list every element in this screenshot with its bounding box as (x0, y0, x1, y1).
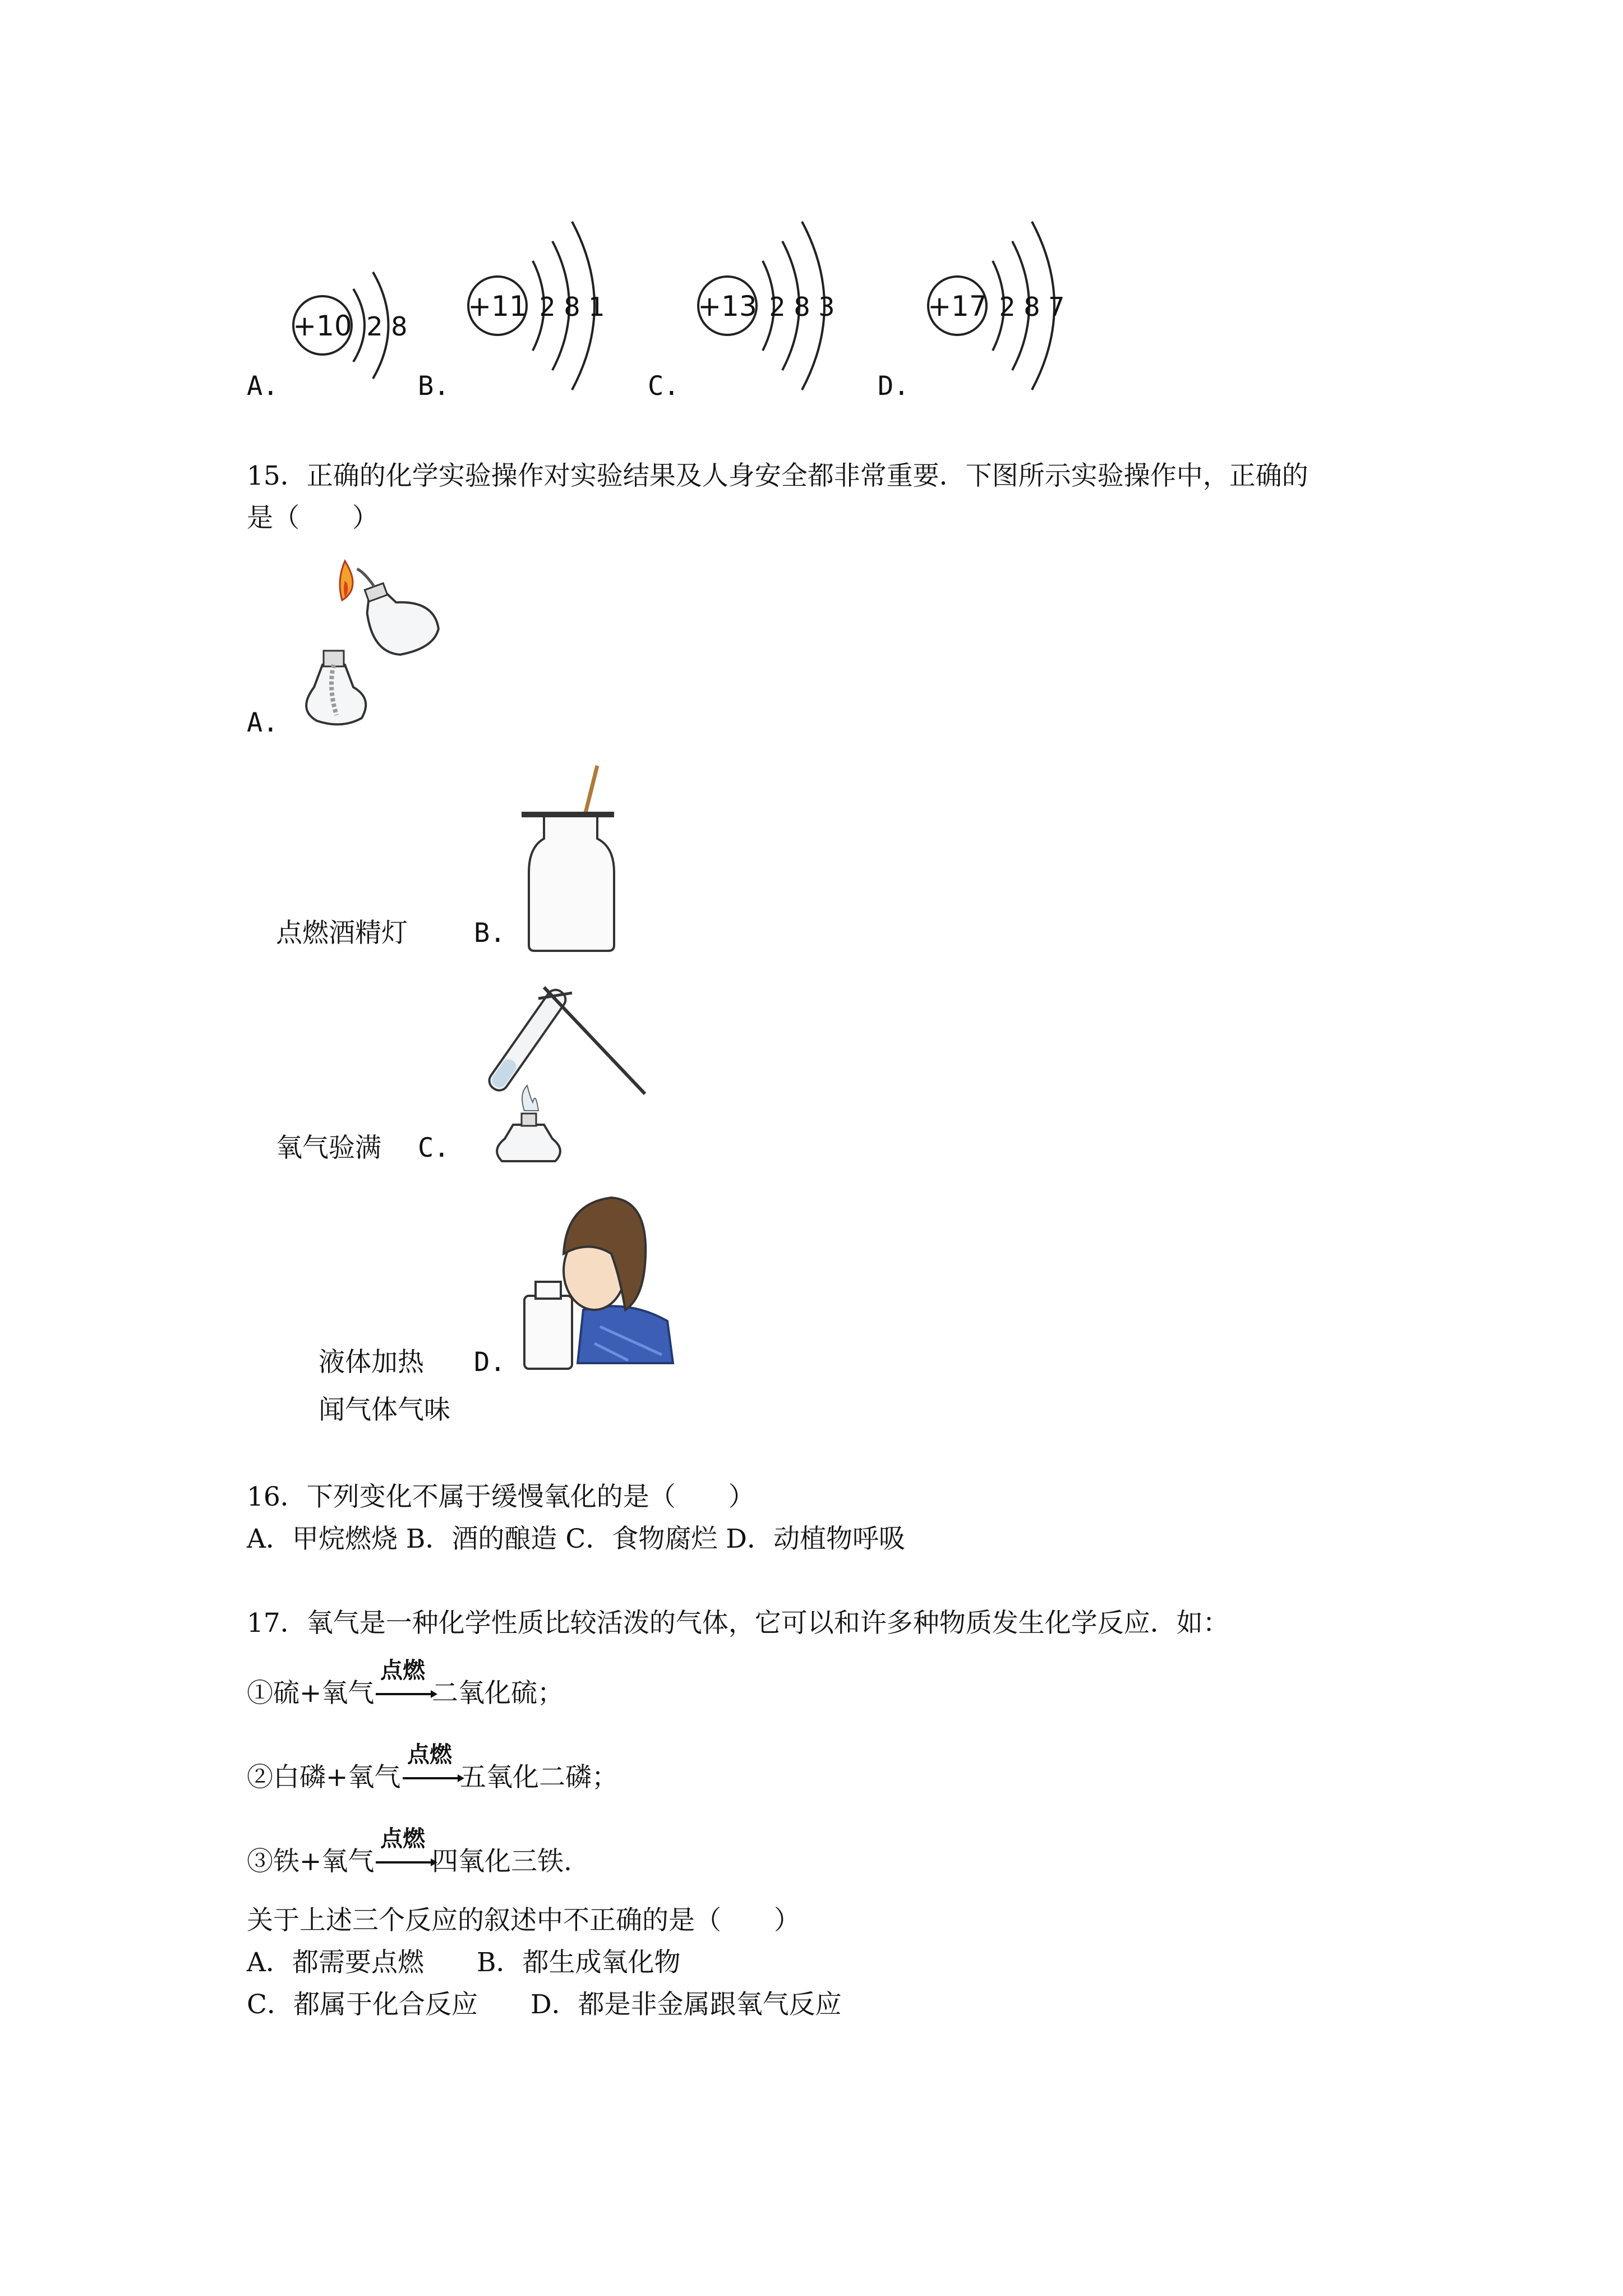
option-c-label: C. (648, 371, 680, 402)
reaction-1-arrow-icon (376, 1688, 437, 1700)
q15-option-c-label: C. (418, 1133, 450, 1163)
reaction-2-reactants: ②白磷+氧气 (247, 1762, 401, 1793)
atom-a-nucleus: +10 (293, 310, 352, 342)
option-a-label: A. (247, 371, 279, 402)
q17-options-line2: C．都属于化合反应 D．都是非金属跟氧气反应 (247, 1989, 842, 2020)
reaction-3-product: 四氧化三铁. (432, 1846, 572, 1877)
reaction-2-arrow-icon (403, 1773, 464, 1784)
reaction-2-condition: 点燃 (407, 1741, 452, 1768)
q15-stem-line2: 是（ ） (247, 503, 379, 533)
atom-c-electrons: 2 8 3 (769, 292, 835, 322)
oxygen-full-check-image (519, 760, 631, 956)
q15-stem-line1: 15．正确的化学实验操作对实验结果及人身安全都非常重要．下图所示实验操作中，正确的 (247, 461, 1308, 491)
atom-d-electrons: 2 8 7 (999, 292, 1065, 322)
reaction-3-arrow-icon (376, 1857, 437, 1868)
liquid-heating-image (460, 976, 656, 1167)
q15-option-a-caption: 点燃酒精灯 (276, 918, 408, 949)
reaction-1-product: 二氧化硫； (432, 1678, 564, 1709)
q15-option-d-label: D. (474, 1347, 506, 1378)
reaction-3-reactants: ③铁+氧气 (247, 1846, 375, 1877)
q16-options: A．甲烷燃烧 B．酒的酿造 C．食物腐烂 D．动植物呼吸 (247, 1524, 905, 1554)
atom-diagram-c (693, 208, 861, 393)
option-b-label: B. (418, 371, 450, 402)
reaction-2-product: 五氧化二磷； (460, 1762, 618, 1793)
atom-diagram-d (923, 208, 1091, 393)
atom-c-nucleus: +13 (698, 290, 757, 323)
q15-option-d-caption: 闻气体气味 (319, 1395, 450, 1425)
q15-option-b-label: B. (474, 918, 506, 949)
reaction-1-reactants: ①硫+氧气 (247, 1678, 375, 1709)
q17-stem: 17．氧气是一种化学性质比较活泼的气体，它可以和许多种物质发生化学反应．如： (247, 1608, 1229, 1639)
q15-option-b-caption: 氧气验满 (276, 1133, 381, 1163)
q15-option-c-caption: 液体加热 (319, 1347, 424, 1378)
q17-options-line1: A．都需要点燃 B．都生成氧化物 (247, 1947, 681, 1978)
q15-option-a-label: A. (247, 707, 279, 738)
alcohol-lamp-lighting-image (289, 553, 451, 732)
smelling-gas-image (516, 1186, 679, 1374)
option-d-label: D. (878, 371, 910, 402)
atom-b-electrons: 2 8 1 (539, 292, 605, 322)
q16-stem: 16．下列变化不属于缓慢氧化的是（ ） (247, 1481, 755, 1512)
atom-diagram-b (463, 208, 631, 393)
reaction-3-condition: 点燃 (380, 1825, 425, 1852)
reaction-1-condition: 点燃 (380, 1657, 425, 1683)
q17-question: 关于上述三个反应的叙述中不正确的是（ ） (247, 1905, 800, 1936)
atom-a-electrons: 2 8 (366, 311, 408, 342)
atom-b-nucleus: +11 (468, 290, 527, 323)
atom-d-nucleus: +17 (928, 290, 987, 323)
atom-diagram-a (286, 247, 432, 404)
